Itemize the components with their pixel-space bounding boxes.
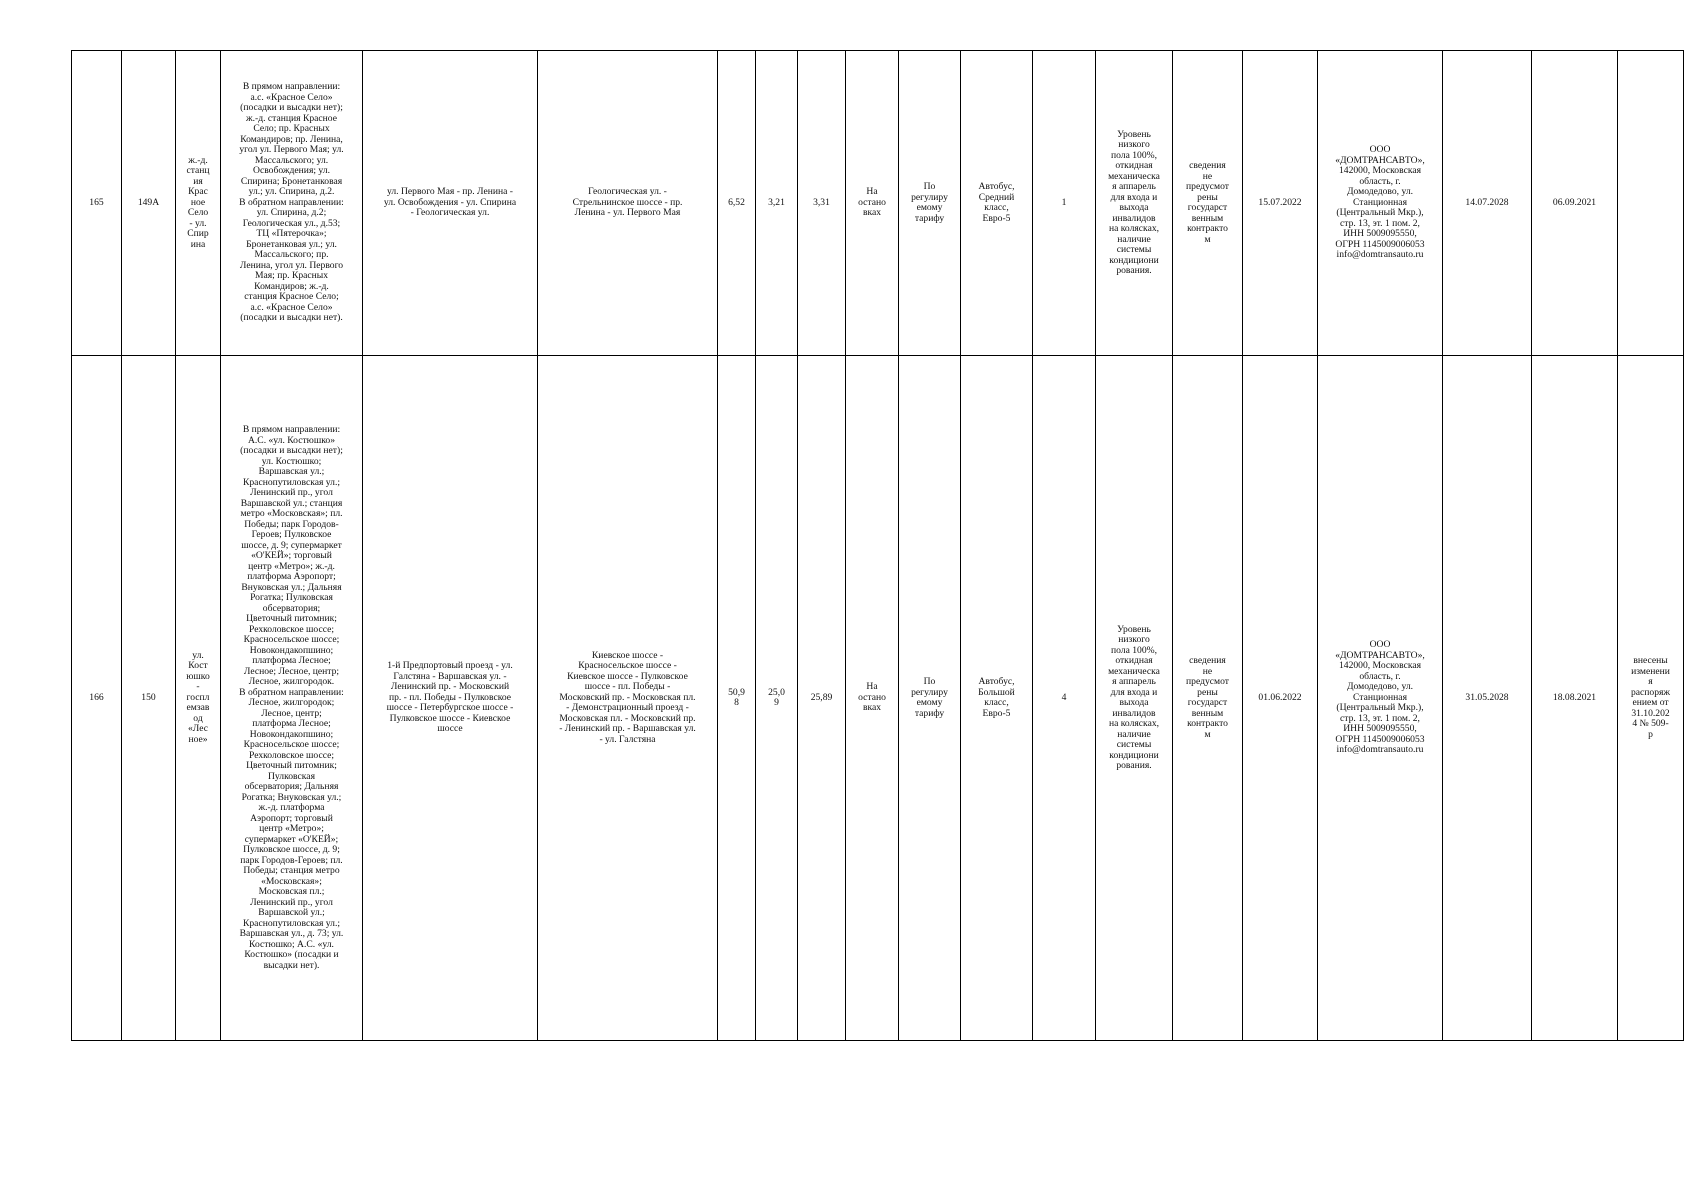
streets-forward-cell: ул. Первого Мая - пр. Ленина - ул. Освобождения - ул. Спирина - Геологическая ул. — [363, 51, 538, 356]
carrier-cell: ООО «ДОМТРАНСАВТО», 142000, Московская область, г. Домодедово, ул. Станционная (Центральный Мкр.), стр. 13, эт. 1 пом. 2, ИНН 5009095550, ОГРН 1145009006053 info@domtransauto.ru — [1318, 51, 1443, 356]
table-row — [72, 356, 1684, 1041]
stops-cell: В прямом направлении: А.С. «ул. Костюшко» (посадки и высадки нет); ул. Костюшко; Варшавская ул.; Краснопутиловская ул.; Ленинский пр., угол Варшавской ул.; станция метро «Московская»; пл. Победы; парк Городов- Героев; Пулковское шоссе, д. 9; супермаркет «О'КЕЙ»; торговый центр «Метро»; ж.-д. платформа Аэропорт; Внуковская ул.; Дальняя Рогатка; Пулковская обсерватория; Цветочный питомник; Рехколовское шоссе; Красносельское шоссе; Новокондакопшино; платформа Лесное; Лесное; Лесное, центр; Лесное, жилгородок. В обратном направлении: Лесное, жилгородок; Лесное, центр; платформа Лесное; Новокондакопшино; Красносельское шоссе; Рехколовское шоссе; Цветочный питомник; Пулковская обсерватория; Дальняя Рогатка; Внуковская ул.; ж.-д. платформа Аэропорт; торговый центр «Метро»; супермаркет «О'КЕЙ»; Пулковское шоссе, д. 9; парк Городов-Героев; пл. Победы; станция метро «Московская»; Московская пл.; Ленинский пр., угол Варшавской ул.; Краснопутиловская ул.; Варшавская ул., д. 73; ул. Костюшко; А.С. «ул. Костюшко» (посадки и высадки нет). — [221, 356, 363, 1041]
length-backward-cell: 25,89 — [798, 356, 846, 1041]
length-forward-cell: 25,0 9 — [756, 356, 798, 1041]
reg-number-cell: 165 — [72, 51, 122, 356]
streets-backward-cell: Геологическая ул. - Стрельнинское шоссе - пр. Ленина - ул. Первого Мая — [538, 51, 718, 356]
start-date-cell: 01.06.2022 — [1243, 356, 1318, 1041]
contract-info-cell: сведения не предусмот рены государст венным контракто м — [1173, 51, 1243, 356]
tariff-cell: По регулиру емому тарифу — [899, 51, 961, 356]
vehicle-cell: Автобус, Большой класс, Евро-5 — [961, 356, 1033, 1041]
boarding-order-cell: На остано вках — [846, 356, 899, 1041]
contract-info-cell: сведения не предусмот рены государст венным контракто м — [1173, 356, 1243, 1041]
route-number-cell: 149А — [122, 51, 176, 356]
characteristics-cell: Уровень низкого пола 100%, откидная механическа я аппарель для входа и выхода инвалидов на колясках, наличие системы кондициони рования. — [1096, 356, 1173, 1041]
carrier-cell: ООО «ДОМТРАНСАВТО», 142000, Московская область, г. Домодедово, ул. Станционная (Центральный Мкр.), стр. 13, эт. 1 пом. 2, ИНН 5009095550, ОГРН 1145009006053 info@domtransauto.ru — [1318, 356, 1443, 1041]
route-name-cell: ж.-д. станц ия Крас ное Село - ул. Спир ина — [176, 51, 221, 356]
stops-cell: В прямом направлении: а.с. «Красное Село» (посадки и высадки нет); ж.-д. станция Красное Село; пр. Красных Командиров; пр. Ленина, угол ул. Первого Мая; ул. Массальского; ул. Освобождения; ул. Спирина; Бронетанковая ул.; ул. Спирина, д.2. В обратном направлении: ул. Спирина, д.2; Геологическая ул., д.53; ТЦ «Пятерочка»; Бронетанковая ул.; ул. Массальского; пр. Ленина, угол ул. Первого Мая; пр. Красных Командиров; ж.-д. станция Красное Село; а.с. «Красное Село» (посадки и высадки нет). — [221, 51, 363, 356]
tariff-cell: По регулиру емому тарифу — [899, 356, 961, 1041]
table-row — [72, 51, 1684, 356]
streets-forward-cell: 1-й Предпортовый проезд - ул. Галстяна - Варшавская ул. - Ленинский пр. - Московский пр. - пл. Победы - Пулковское шоссе - Петербургское шоссе - Пулковское шоссе - Киевское шоссе — [363, 356, 538, 1041]
vehicle-count-cell: 1 — [1033, 51, 1096, 356]
reg-number-cell: 166 — [72, 356, 122, 1041]
length-total-cell: 50,9 8 — [718, 356, 756, 1041]
end-date-cell: 14.07.2028 — [1443, 51, 1532, 356]
end-date-cell: 31.05.2028 — [1443, 356, 1532, 1041]
length-backward-cell: 3,31 — [798, 51, 846, 356]
route-register-table — [71, 50, 1684, 1041]
vehicle-cell: Автобус, Средний класс, Евро-5 — [961, 51, 1033, 356]
notes-cell — [1618, 51, 1684, 356]
start-date-cell: 15.07.2022 — [1243, 51, 1318, 356]
route-number-cell: 150 — [122, 356, 176, 1041]
characteristics-cell: Уровень низкого пола 100%, откидная механическа я аппарель для входа и выхода инвалидов на колясках, наличие системы кондициони рования. — [1096, 51, 1173, 356]
length-total-cell: 6,52 — [718, 51, 756, 356]
registry-date-cell: 06.09.2021 — [1532, 51, 1618, 356]
vehicle-count-cell: 4 — [1033, 356, 1096, 1041]
registry-date-cell: 18.08.2021 — [1532, 356, 1618, 1041]
boarding-order-cell: На остано вках — [846, 51, 899, 356]
length-forward-cell: 3,21 — [756, 51, 798, 356]
route-name-cell: ул. Кост юшко - госпл емзав од «Лес ное» — [176, 356, 221, 1041]
streets-backward-cell: Киевское шоссе - Красносельское шоссе - Киевское шоссе - Пулковское шоссе - пл. Победы - Московский пр. - Московская пл. - Демонстрационный проезд - Московская пл. - Московский пр. - Ленинский пр. - Варшавская ул. - ул. Галстяна — [538, 356, 718, 1041]
notes-cell: внесены изменени я распоряж ением от 31.10.202 4 № 509- р — [1618, 356, 1684, 1041]
